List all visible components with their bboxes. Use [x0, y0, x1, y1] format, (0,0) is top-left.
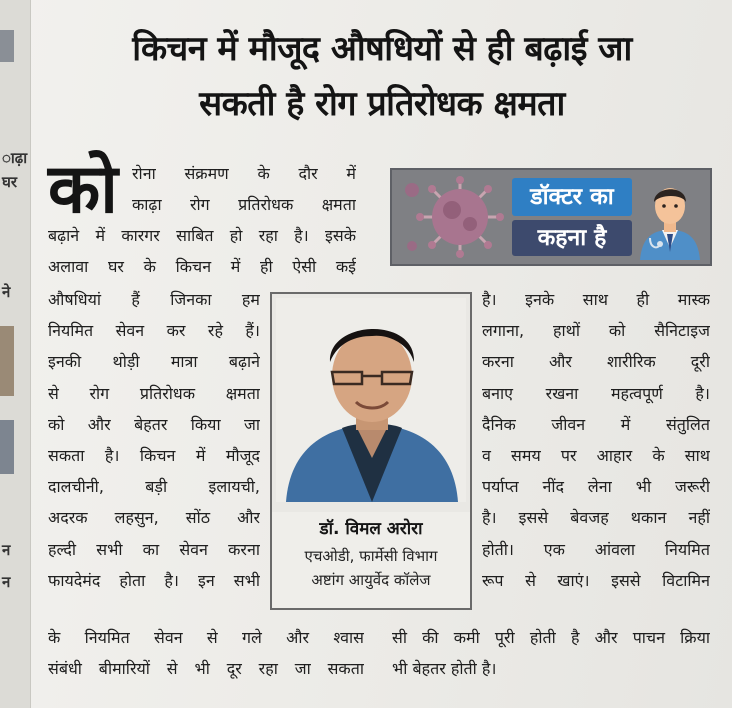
article-line: है। इससे बेवजह थकान नहीं — [482, 508, 710, 528]
article-line: इनकी थोड़ी मात्रा बढ़ाने — [48, 352, 260, 372]
article-line: के नियमित सेवन से गले और श्वास — [48, 628, 364, 647]
adjacent-photo-fragment — [0, 420, 14, 474]
article-line: भी बेहतर होती है। — [392, 659, 497, 679]
article-line: व समय पर आहार के साथ — [482, 446, 710, 466]
headline-line-2: सकती है रोग प्रतिरोधक क्षमता — [199, 84, 565, 124]
doctor-department: एचओडी, फार्मेसी विभाग — [304, 547, 438, 565]
adjacent-photo-fragment — [0, 30, 14, 62]
article-line: दैनिक जीवन में संतुलित — [482, 414, 710, 434]
article-line: को और बेहतर किया जा — [48, 414, 260, 434]
edge-text-fragment: ने — [2, 283, 11, 301]
article-line: है। इनके साथ ही मास्क — [482, 290, 710, 309]
edge-text-fragment: ाढ़ा — [2, 149, 28, 167]
article-left-narrow — [48, 284, 260, 596]
article-left-top — [48, 220, 356, 282]
article-line: बनाए रखना महत्वपूर्ण है। — [482, 383, 710, 403]
article-line: फायदेमंद होता है। इन सभी — [48, 570, 260, 590]
banner-subtitle: कहना है — [512, 220, 632, 256]
doctor-says-banner — [390, 168, 712, 266]
article-line: हल्दी सभी का सेवन करना — [48, 539, 260, 559]
article-line: रूप से खाएं। इससे विटामिन — [482, 570, 710, 590]
article-line: करना और शारीरिक दूरी — [482, 352, 710, 372]
article-line: लगाना, हाथों को सैनिटाइज — [482, 321, 710, 341]
edge-text-fragment: न — [2, 573, 11, 591]
article-left-bottom — [48, 622, 364, 684]
article-line: सी की कमी पूरी होती है और पाचन क्रिया — [392, 628, 710, 647]
adjacent-photo-fragment — [0, 326, 14, 396]
coronavirus-icon — [398, 176, 528, 258]
doctor-name: डॉ. विमल अरोरा — [319, 519, 423, 539]
article-line: पर्याप्त नींद लेना भी जरूरी — [482, 477, 710, 497]
article-line: होती। एक आंवला नियमित — [482, 539, 710, 559]
article-line: संबंधी बीमारियों से भी दूर रहा जा सकता — [48, 659, 364, 679]
drop-cap: को — [48, 150, 118, 229]
headline-line-1: किचन में मौजूद औषधियों से ही बढ़ाई जा — [132, 29, 632, 69]
article-line: अलावा घर के किचन में ही ऐसी कई — [48, 257, 356, 277]
article-line: रोना संक्रमण के दौर में — [132, 164, 356, 183]
article-line: सकता है। किचन में मौजूद — [48, 446, 260, 466]
doctor-photo-frame — [270, 292, 472, 514]
article-line: औषधियां हैं जिनका हम — [48, 290, 260, 309]
adjacent-column-edge — [0, 0, 31, 708]
article-line: से रोग प्रतिरोधक क्षमता — [48, 383, 260, 403]
doctor-icon — [636, 174, 704, 260]
article-right-column — [482, 284, 710, 596]
article-line: अदरक लहसुन, सोंठ और — [48, 508, 260, 528]
headline — [52, 22, 712, 132]
article-line: बढ़ाने में कारगर साबित हो रहा है। इसके — [48, 226, 356, 245]
doctor-college: अष्टांग आयुर्वेद कॉलेज — [311, 571, 431, 589]
doctor-portrait — [276, 298, 466, 502]
edge-text-fragment: घर — [2, 173, 18, 191]
article-intro — [132, 158, 356, 220]
article-right-bottom — [392, 622, 710, 684]
banner-title: डॉक्टर का — [512, 178, 632, 216]
edge-text-fragment: न — [2, 541, 11, 559]
doctor-caption — [270, 512, 472, 610]
article-line: दालचीनी, बड़ी इलायची, — [48, 477, 260, 497]
article-line: नियमित सेवन कर रहे हैं। — [48, 321, 260, 341]
article-line: काढ़ा रोग प्रतिरोधक क्षमता — [132, 195, 356, 215]
